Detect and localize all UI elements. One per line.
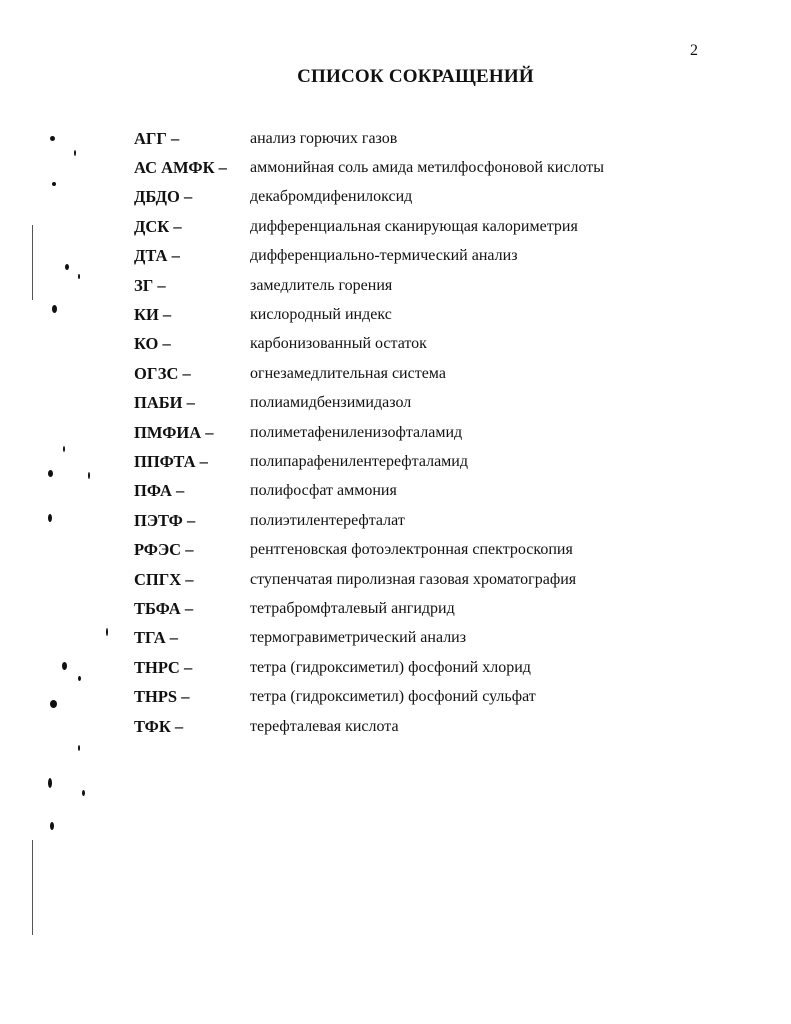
scan-speck bbox=[88, 472, 90, 479]
abbreviation-row bbox=[134, 682, 694, 711]
abbreviation-row bbox=[134, 477, 694, 506]
abbreviation-term: ПАБИ – bbox=[134, 393, 195, 413]
abbreviation-row bbox=[134, 153, 694, 182]
scan-speck bbox=[50, 700, 57, 708]
abbreviation-term: ДТА – bbox=[134, 246, 180, 266]
scan-speck bbox=[65, 264, 69, 270]
abbreviation-term: ППФТА – bbox=[134, 451, 208, 471]
abbreviation-definition: аммонийная соль амида метилфосфоновой кислоты bbox=[250, 159, 604, 177]
abbreviation-row bbox=[134, 653, 694, 682]
abbreviation-definition: полиамидбензимидазол bbox=[250, 394, 412, 412]
scan-speck bbox=[48, 778, 52, 788]
abbreviation-term: РФЭС – bbox=[134, 540, 194, 560]
page-title: СПИСОК СОКРАЩЕНИЙ bbox=[297, 66, 534, 87]
abbreviation-definition: анализ горючих газов bbox=[250, 129, 398, 147]
abbreviation-term: СПГХ – bbox=[134, 569, 194, 589]
abbreviation-row bbox=[134, 712, 694, 741]
abbreviation-row bbox=[134, 359, 694, 388]
abbreviation-definition: ступенчатая пиролизная газовая хроматография bbox=[250, 570, 577, 588]
abbreviation-row bbox=[134, 330, 694, 359]
abbreviation-definition: полиэтилентерефталат bbox=[250, 511, 405, 529]
abbreviation-definition: тетрабромфталевый ангидрид bbox=[250, 599, 455, 617]
abbreviation-definition: рентгеновская фотоэлектронная спектроскопия bbox=[250, 541, 573, 559]
abbreviation-row bbox=[134, 506, 694, 535]
abbreviation-term: ТБФА – bbox=[134, 598, 194, 618]
abbreviation-term: ДБДО – bbox=[134, 187, 193, 207]
scan-speck bbox=[50, 822, 54, 830]
abbreviation-definition: тетра (гидроксиметил) фосфоний хлорид bbox=[250, 658, 531, 676]
scan-speck bbox=[82, 790, 85, 796]
abbreviation-row bbox=[134, 271, 694, 300]
scan-speck bbox=[52, 182, 56, 186]
scan-speck bbox=[78, 274, 80, 279]
abbreviation-definition: тетра (гидроксиметил) фосфоний сульфат bbox=[250, 688, 536, 706]
abbreviation-row bbox=[134, 124, 694, 153]
scan-speck bbox=[106, 628, 108, 636]
abbreviation-term: КО – bbox=[134, 334, 171, 354]
abbreviation-definition: термогравиметрический анализ bbox=[250, 629, 467, 647]
abbreviation-row bbox=[134, 183, 694, 212]
abbreviation-term: АГГ – bbox=[134, 128, 180, 148]
abbreviation-definition: полиметафениленизофталамид bbox=[250, 423, 463, 441]
abbreviation-term: ПМФИА – bbox=[134, 422, 214, 442]
abbreviation-definition: огнезамедлительная система bbox=[250, 364, 446, 382]
scan-speck bbox=[48, 514, 52, 522]
abbreviation-definition: кислородный индекс bbox=[250, 306, 392, 324]
abbreviation-row bbox=[134, 624, 694, 653]
abbreviation-term: ДСК – bbox=[134, 216, 182, 236]
abbreviation-term: КИ – bbox=[134, 305, 172, 325]
abbreviation-definition: карбонизованный остаток bbox=[250, 335, 427, 353]
scan-speck bbox=[78, 676, 81, 681]
abbreviation-row bbox=[134, 418, 694, 447]
abbreviation-term: АС АМФК – bbox=[134, 158, 227, 178]
scan-edge-line bbox=[32, 840, 33, 935]
abbreviation-term: THPS – bbox=[134, 687, 190, 707]
abbreviation-row bbox=[134, 212, 694, 241]
scan-speck bbox=[48, 470, 53, 477]
abbreviation-row bbox=[134, 535, 694, 564]
abbreviation-definition: дифференциальная сканирующая калориметрия bbox=[250, 217, 578, 235]
scan-speck bbox=[78, 745, 80, 751]
abbreviation-term: ТГА – bbox=[134, 628, 178, 648]
abbreviation-term: ЗГ – bbox=[134, 275, 166, 295]
abbreviation-definition: декабромдифенилоксид bbox=[250, 188, 413, 206]
abbreviation-term: ПФА – bbox=[134, 481, 185, 501]
abbreviation-row bbox=[134, 447, 694, 476]
scan-speck bbox=[63, 446, 65, 452]
scan-edge-line bbox=[32, 225, 33, 300]
abbreviation-row bbox=[134, 565, 694, 594]
scan-speck bbox=[52, 305, 57, 313]
page-number: 2 bbox=[690, 42, 698, 59]
scan-speck bbox=[74, 150, 76, 156]
abbreviation-definition: замедлитель горения bbox=[250, 276, 393, 294]
abbreviation-definition: полипарафенилентерефталамид bbox=[250, 452, 469, 470]
abbreviation-definition: терефталевая кислота bbox=[250, 717, 399, 735]
abbreviation-term: ТФК – bbox=[134, 716, 184, 736]
abbreviation-term: ОГЗС – bbox=[134, 363, 191, 383]
scan-speck bbox=[62, 662, 67, 670]
abbreviation-term: THPC – bbox=[134, 657, 193, 677]
abbreviation-term: ПЭТФ – bbox=[134, 510, 196, 530]
abbreviation-list bbox=[134, 124, 694, 741]
abbreviation-row bbox=[134, 300, 694, 329]
abbreviation-definition: полифосфат аммония bbox=[250, 482, 397, 500]
abbreviation-definition: дифференциально-термический анализ bbox=[250, 247, 518, 265]
abbreviation-row bbox=[134, 389, 694, 418]
abbreviation-row bbox=[134, 594, 694, 623]
scan-speck bbox=[50, 136, 55, 141]
abbreviation-row bbox=[134, 242, 694, 271]
